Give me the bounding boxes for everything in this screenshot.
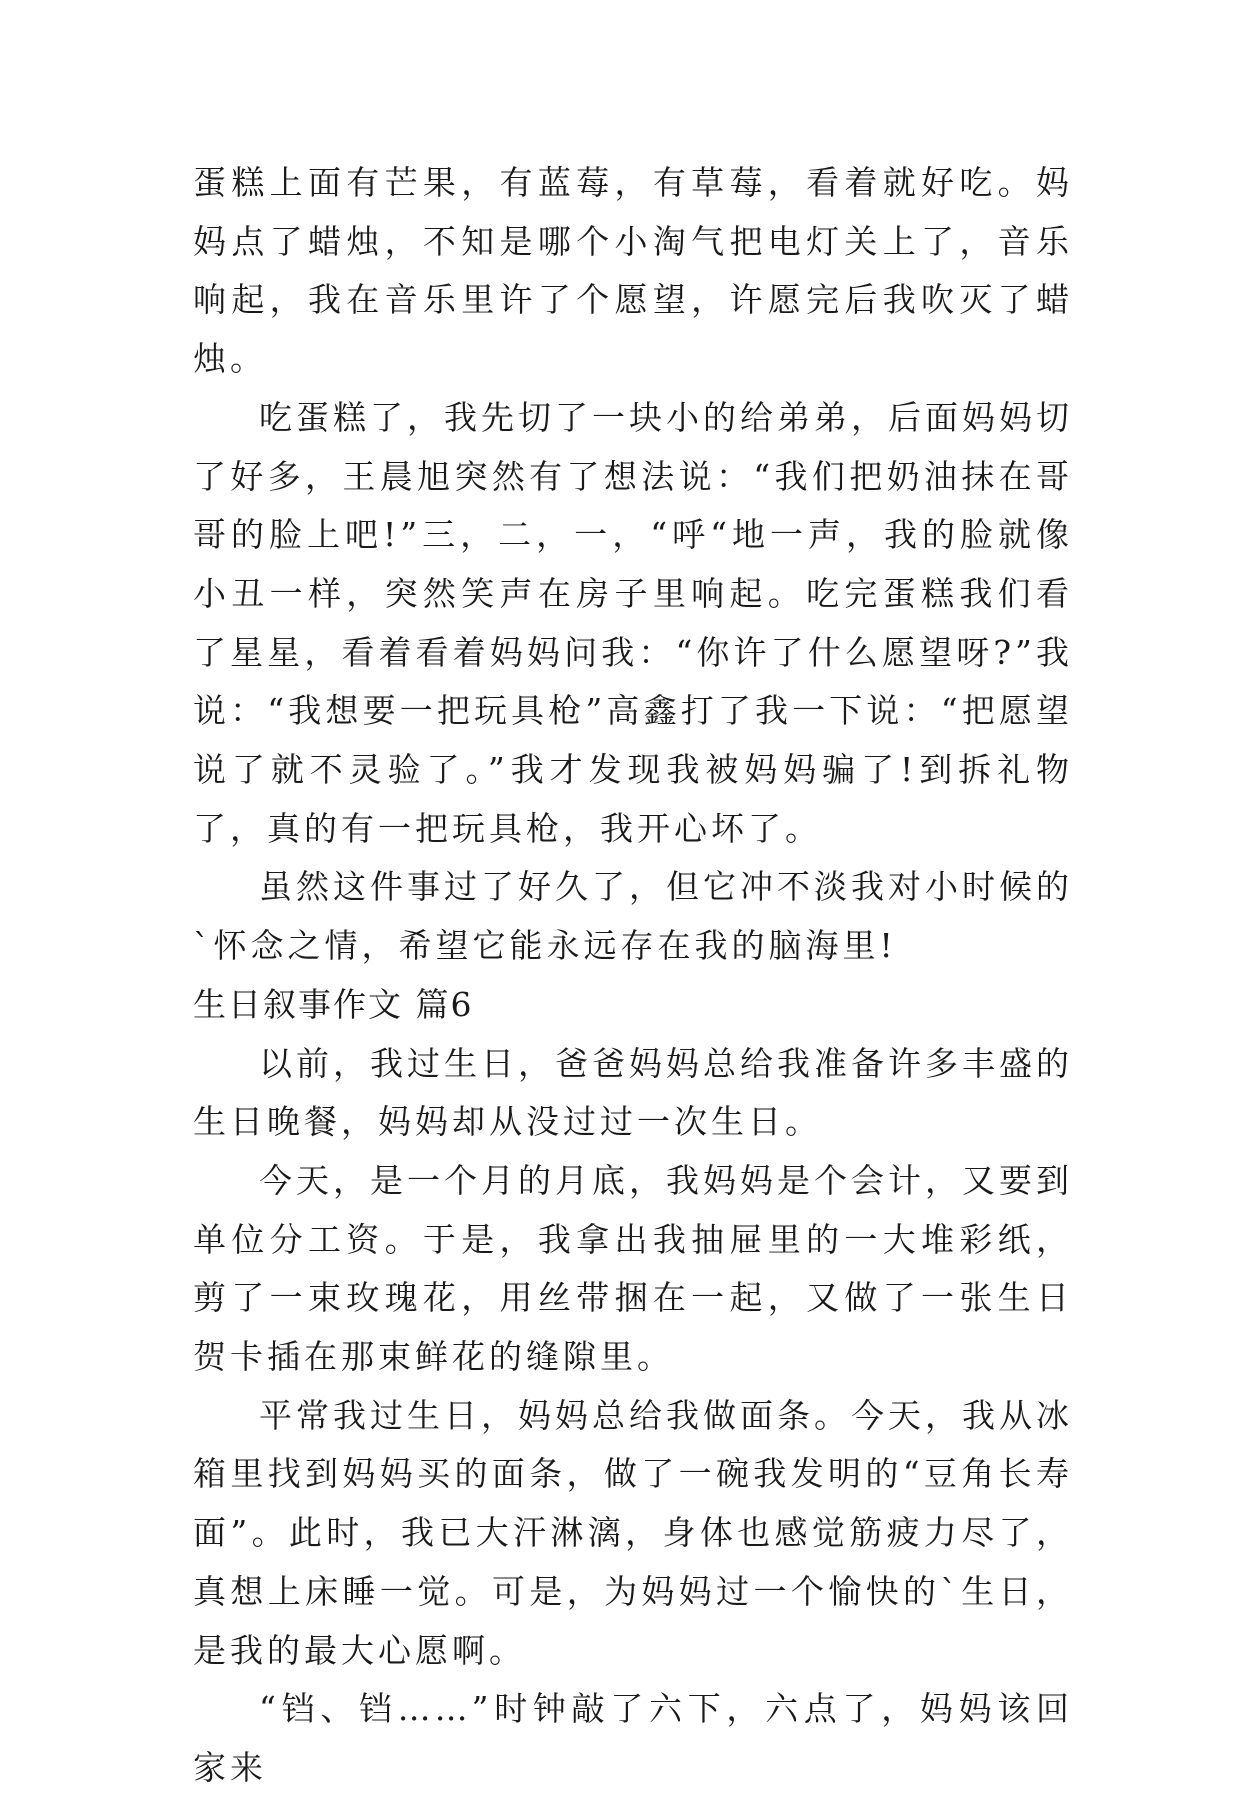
paragraph: 吃蛋糕了，我先切了一块小的给弟弟，后面妈妈切了好多，王晨旭突然有了想法说：“我们把奶油抹在哥哥的脸上吧!”三，二，一，“呼“地一声，我的脸就像小丑一样，突然笑声在房子里响起。吃完蛋糕我们看了星星，看着看着妈妈问我：“你许了什么愿望呀?”我说：“我想要一把玩具枪”高鑫打了我一下说：“把愿望说了就不灵验了。”我才发现我被妈妈骗了!到拆礼物了，真的有一把玩具枪，我开心坏了。 bbox=[193, 397, 1073, 848]
paragraph: “铛、铛……”时钟敲了六下，六点了，妈妈该回家来 bbox=[193, 1689, 1073, 1787]
paragraph: 蛋糕上面有芒果，有蓝莓，有草莓，看着就好吃。妈妈点了蜡烛，不知是哪个小淘气把电灯关上了，音乐响起，我在音乐里许了个愿望，许愿完后我吹灭了蜡烛。 bbox=[193, 163, 1073, 379]
paragraph: 平常我过生日，妈妈总给我做面条。今天，我从冰箱里找到妈妈买的面条，做了一碗我发明的“豆角长寿面”。此时，我已大汗淋漓，身体也感觉筋疲力尽了，真想上床睡一觉。可是，为妈妈过一个愉快的`生日，是我的最大心愿啊。 bbox=[193, 1395, 1073, 1670]
section-heading: 生日叙事作文 篇6 bbox=[193, 984, 474, 1024]
paragraph: 以前，我过生日，爸爸妈妈总给我准备许多丰盛的生日晚餐，妈妈却从没过过一次生日。 bbox=[193, 1043, 1073, 1142]
article-body bbox=[193, 154, 1073, 1798]
paragraph: 今天，是一个月的月底，我妈妈是个会计，又要到单位分工资。于是，我拿出我抽屉里的一大堆彩纸，剪了一束玫瑰花，用丝带捆在一起，又做了一张生日贺卡插在那束鲜花的缝隙里。 bbox=[193, 1160, 1073, 1377]
paragraph: 虽然这件事过了好久了，但它冲不淡我对小时候的`怀念之情，希望它能永远存在我的脑海里! bbox=[193, 867, 1073, 966]
